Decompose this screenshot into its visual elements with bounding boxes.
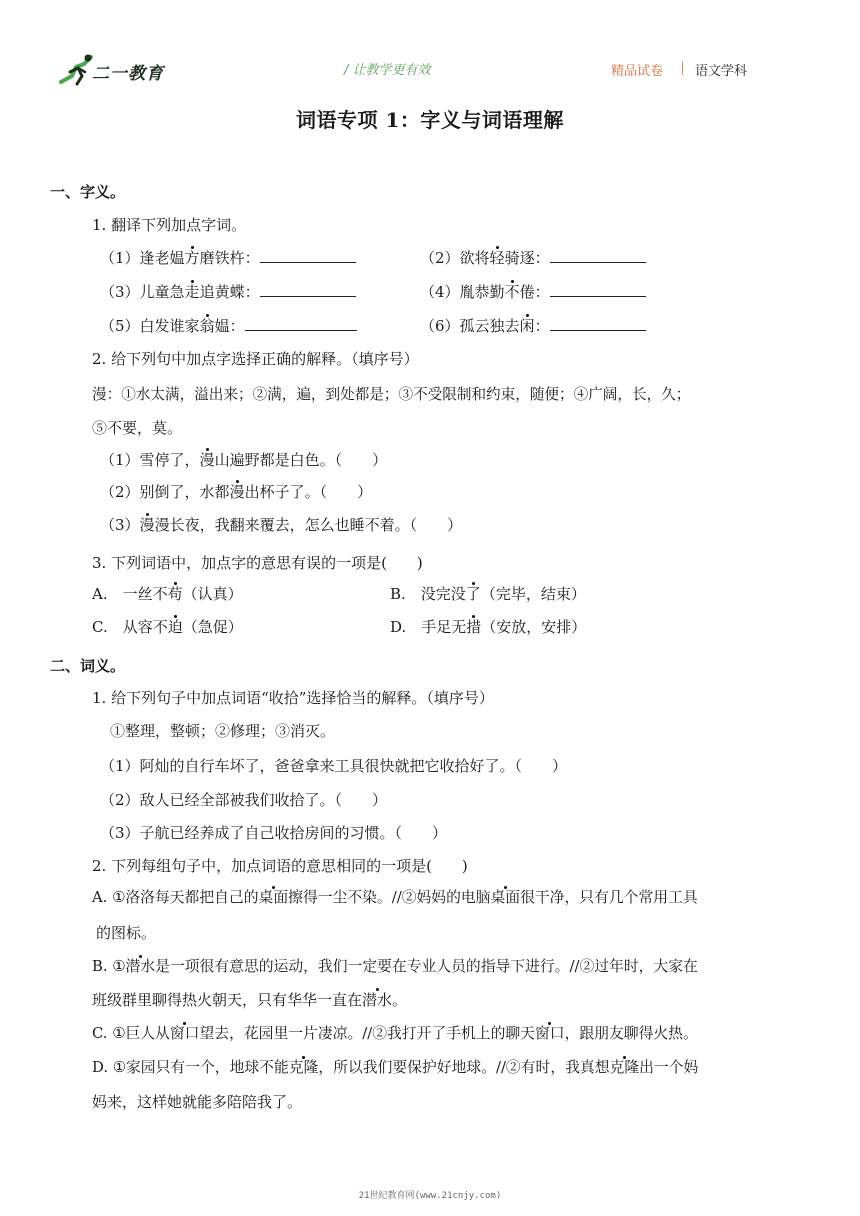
s1-q3-stem: 3. 下列词语中，加点字的意思有误的一项是( ) bbox=[92, 554, 423, 572]
s2-q2-option-a: A. ①洛洛每天都把自己的桌面擦得一尘不染。//②妈妈的电脑桌面很干净，只有几个常用工具 bbox=[92, 889, 698, 906]
s1-q3-option-d: D. 手足无措（安放，安排） bbox=[390, 618, 587, 636]
s2-q1-definitions: ①整理，整顿；②修理；③消灭。 bbox=[110, 722, 336, 740]
s1-q3-option-a: A. 一丝不苟（认真） bbox=[92, 585, 243, 603]
s2-q2-option-b-cont: 班级群里聊得热火朝天，只有华华一直在潜水。 bbox=[92, 991, 408, 1009]
s1-q2-item-1: （1）雪停了，漫山遍野都是白色。（ ） bbox=[100, 451, 388, 469]
s1-q2-item-3: （3）漫漫长夜，我翻来覆去，怎么也睡不着。（ ） bbox=[100, 516, 463, 534]
s1-q1-item-4: （4）胤恭勤不倦： bbox=[420, 281, 646, 302]
section-1-heading: 一、字义。 bbox=[50, 183, 126, 201]
s2-q2-option-d-cont: 妈来，这样她就能多陪陪我了。 bbox=[92, 1093, 303, 1111]
s1-q3-option-b: B. 没完没了（完毕，结束） bbox=[390, 585, 586, 603]
s2-q1-item-1: （1）阿灿的自行车坏了，爸爸拿来工具很快就把它收拾好了。（ ） bbox=[100, 757, 568, 775]
s2-q1-item-2: （2）敌人已经全部被我们收拾了。（ ） bbox=[100, 791, 388, 809]
s1-q1-item-5: （5）白发谁家翁媪： bbox=[100, 315, 357, 336]
answer-blank[interactable] bbox=[260, 247, 356, 263]
s1-q1-item-6: （6）孤云独去闲： bbox=[420, 315, 646, 336]
answer-blank[interactable] bbox=[550, 315, 646, 331]
logo-text: 二一教育 bbox=[92, 64, 164, 84]
answer-blank[interactable] bbox=[550, 247, 646, 263]
s2-q2-option-c: C. ①巨人从窗口望去，花园里一片凄凉。//②我打开了手机上的聊天窗口，跟朋友聊得火热。 bbox=[92, 1025, 698, 1042]
s2-q2-option-d: D. ①家园只有一个，地球不能克隆，所以我们要保护好地球。//②有时，我真想克隆出一个妈 bbox=[92, 1059, 699, 1076]
s2-q2-option-b: B. ①潜水是一项很有意思的运动，我们一定要在专业人员的指导下进行。//②过年时，大家在 bbox=[92, 958, 698, 975]
page-header bbox=[0, 0, 860, 100]
header-slogan: / 让教学更有效 bbox=[344, 63, 431, 78]
answer-blank[interactable] bbox=[260, 281, 356, 297]
page-title: 词语专项 1：字义与词语理解 bbox=[296, 108, 564, 132]
s1-q1-stem: 1. 翻译下列加点字词。 bbox=[92, 216, 247, 234]
answer-blank[interactable] bbox=[245, 315, 357, 331]
s1-q2-definitions-cont: ⑤不要，莫。 bbox=[92, 419, 183, 437]
s1-q1-item-2: （2）欲将轻骑逐： bbox=[420, 247, 646, 268]
s1-q2-item-2: （2）别倒了，水都漫出杯子了。（ ） bbox=[100, 483, 373, 501]
s2-q1-stem: 1. 给下列句子中加点词语“收拾”选择恰当的解释。（填序号） bbox=[92, 689, 494, 707]
header-subject: 语文学科 bbox=[695, 64, 748, 79]
s2-q1-item-3: （3）子航已经养成了自己收拾房间的习惯。（ ） bbox=[100, 824, 448, 842]
s2-q2-option-a-cont: 的图标。 bbox=[96, 924, 157, 942]
section-2-heading: 二、词义。 bbox=[50, 657, 126, 675]
s1-q1-item-3: （3）儿童急走追黄蝶： bbox=[100, 281, 356, 302]
s1-q3-option-c: C. 从容不迫（急促） bbox=[92, 618, 243, 636]
answer-blank[interactable] bbox=[550, 281, 646, 297]
header-divider bbox=[682, 61, 683, 75]
page-footer: 21世纪教育网(www.21cnjy.com) bbox=[358, 1191, 502, 1201]
s1-q2-definitions: 漫：①水太满，溢出来；②满，遍，到处都是；③不受限制和约束，随便；④广阔，长，久； bbox=[92, 386, 691, 403]
s2-q2-stem: 2. 下列每组句子中，加点词语的意思相同的一项是( ) bbox=[92, 857, 468, 875]
s1-q1-item-1: （1）逢老媪方磨铁杵： bbox=[100, 247, 356, 268]
header-badge: 精品试卷 bbox=[611, 64, 664, 79]
logo bbox=[58, 52, 170, 86]
s1-q2-stem: 2. 给下列句中加点字选择正确的解释。（填序号） bbox=[92, 350, 419, 368]
